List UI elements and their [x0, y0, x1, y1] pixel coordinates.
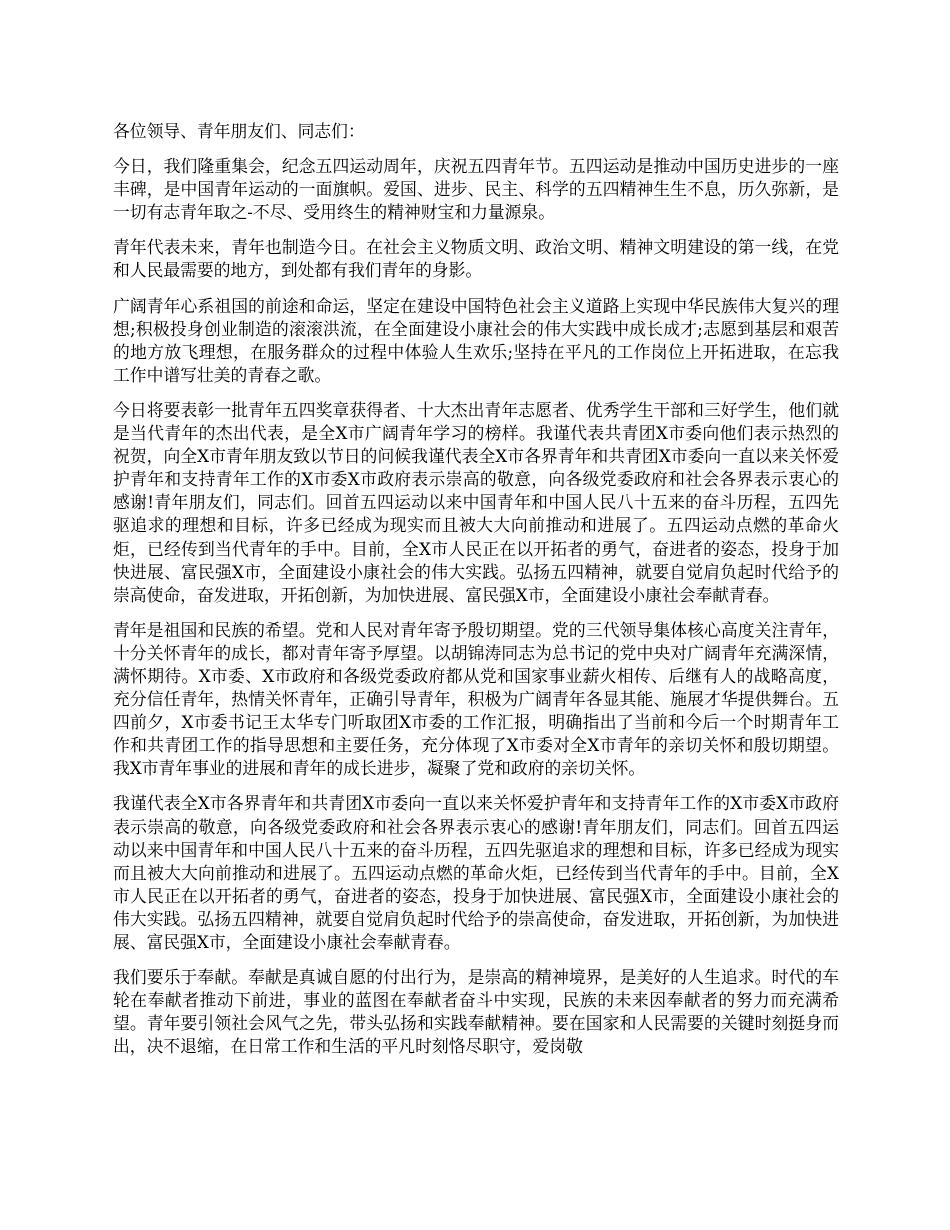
- salutation: 各位领导、青年朋友们、同志们：: [113, 121, 365, 141]
- paragraph-7: 我们要乐于奉献。奉献是真诚自愿的付出行为，是崇高的精神境界，是美好的人生追求。时代的车轮在奉献者推动下前进，事业的蓝图在奉献者奋斗中实现，民族的未来因奉献者的努力而充满希望。青年要引领社会风气之先，带头弘扬和实践奉献精神。要在国家和人民需要的关键时刻挺身而出，决不退缩，在日常工作和生活的平凡时刻恪尽职守，爱岗敬: [113, 967, 839, 1057]
- paragraph-4: 今日将要表彰一批青年五四奖章获得者、十大杰出青年志愿者、优秀学生干部和三好学生，他们就是当代青年的杰出代表，是全X市广阔青年学习的榜样。我谨代表共青团X市委向他们表示热烈的祝贺，向全X市青年朋友致以节日的问候我谨代表全X市各界青年和共青团X市委向一直以来关怀爱护青年和支持青年工作的X市委X市政府表示崇高的敬意，向各级党委政府和社会各界表示衷心的感谢!青年朋友们，同志们。回首五四运动以来中国青年和中国人民八十五来的奋斗历程，五四先驱追求的理想和目标，许多已经成为现实而且被大大向前推动和进展了。五四运动点燃的革命火炬，已经传到当代青年的手中。目前，全X市人民正在以开拓者的勇气，奋进者的姿态，投身于加快进展、富民强X市，全面建设小康社会的伟大实践。弘扬五四精神，就要自觉肩负起时代给予的崇高使命，奋发进取，开拓创新，为加快进展、富民强X市，全面建设小康社会奉献青春。: [113, 399, 839, 605]
- paragraph-1: 今日，我们隆重集会，纪念五四运动周年，庆祝五四青年节。五四运动是推动中国历史进步的一座丰碑，是中国青年运动的一面旗帜。爱国、进步、民主、科学的五四精神生生不息，历久弥新，是一切有志青年取之-不尽、受用终生的精神财宝和力量源泉。: [113, 156, 839, 223]
- paragraph-5: 青年是祖国和民族的希望。党和人民对青年寄予殷切期望。党的三代领导集体核心高度关注青年，十分关怀青年的成长，都对青年寄予厚望。以胡锦涛同志为总书记的党中央对广阔青年充满深情，满怀期待。X市委、X市政府和各级党委政府都从党和国家事业薪火相传、后继有人的战略高度，充分信任青年，热情关怀青年，正确引导青年，积极为广阔青年各显其能、施展才华提供舞台。五四前夕，X市委书记王太华专门听取团X市委的工作汇报，明确指出了当前和今后一个时期青年工作和共青团工作的指导思想和主要任务，充分体现了X市委对全X市青年的亲切关怀和殷切期望。我X市青年事业的进展和青年的成长进步，凝聚了党和政府的亲切关怀。: [113, 619, 839, 779]
- document-page: [113, 120, 839, 1070]
- paragraph-6: 我谨代表全X市各界青年和共青团X市委向一直以来关怀爱护青年和支持青年工作的X市委X市政府表示崇高的敬意，向各级党委政府和社会各界表示衷心的感谢!青年朋友们，同志们。回首五四运动以来中国青年和中国人民八十五来的奋斗历程，五四先驱追求的理想和目标，许多已经成为现实而且被大大向前推动和进展了。五四运动点燃的革命火炬，已经传到当代青年的手中。目前，全X市人民正在以开拓者的勇气，奋进者的姿态，投身于加快进展、富民强X市，全面建设小康社会的伟大实践。弘扬五四精神，就要自觉肩负起时代给予的崇高使命，奋发进取，开拓创新，为加快进展、富民强X市，全面建设小康社会奉献青春。: [113, 793, 839, 952]
- paragraph-2: 青年代表未来，青年也制造今日。在社会主义物质文明、政治文明、精神文明建设的第一线，在党和人民最需要的地方，到处都有我们青年的身影。: [113, 237, 839, 281]
- paragraph-3: 广阔青年心系祖国的前途和命运，坚定在建设中国特色社会主义道路上实现中华民族伟大复兴的理想;积极投身创业制造的滚滚洪流，在全面建设小康社会的伟大实践中成长成才;志愿到基层和艰苦的地方放飞理想，在服务群众的过程中体验人生欢乐;坚持在平凡的工作岗位上开拓进取，在忘我工作中谱写壮美的青春之歌。: [113, 295, 839, 385]
